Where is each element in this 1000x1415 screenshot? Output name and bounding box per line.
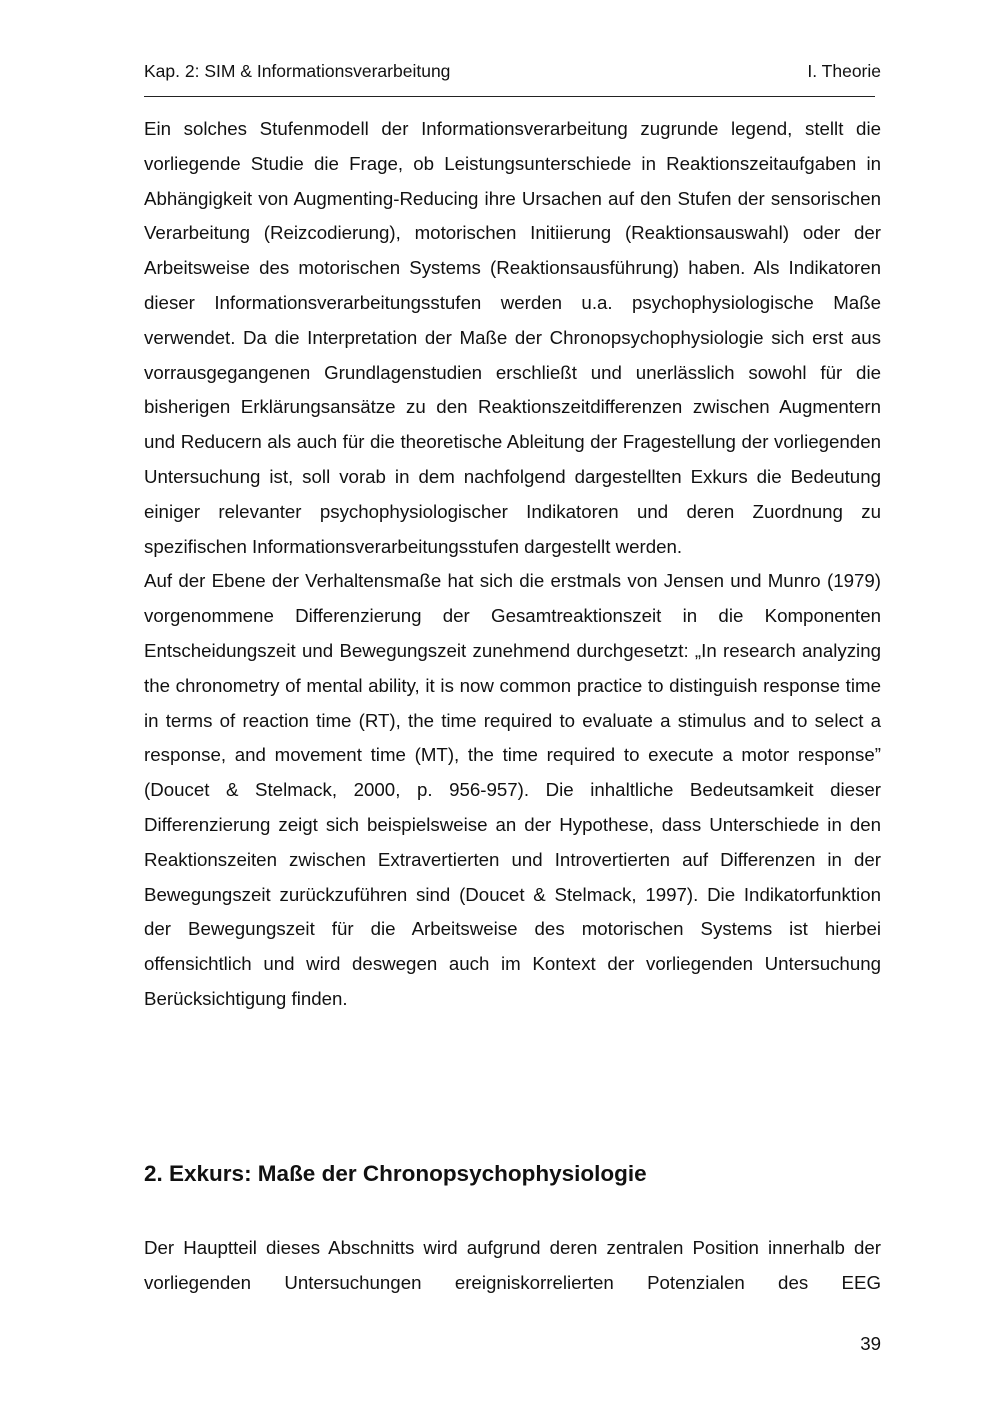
section-heading: 2. Exkurs: Maße der Chronopsychophysiologie	[144, 1161, 647, 1186]
body-text	[144, 112, 881, 1017]
section-paragraph: Der Hauptteil dieses Abschnitts wird aufgrund deren zentralen Position innerhalb der vorliegenden Untersuchungen ereigniskorrelierten Potenzialen des EEG	[144, 1237, 881, 1293]
page-number: 39	[860, 1333, 881, 1354]
header-part-title: I. Theorie	[807, 61, 881, 81]
header-divider	[144, 96, 875, 97]
paragraph: Ein solches Stufenmodell der Informationsverarbeitung zugrunde legend, stellt die vorliegende Studie die Frage, ob Leistungsunterschiede in Reaktionszeitaufgaben in Abhängigkeit von Augmenting-Reducing ihre Ursachen auf den Stufen der sensorischen Verarbeitung (Reizcodierung), motorischen Initiierung (Reaktionsauswahl) oder der Arbeitsweise des motorischen Systems (Reaktionsausführung) haben. Als Indikatoren dieser Informationsverarbeitungsstufen werden u.a. psychophysiologische Maße verwendet. Da die Interpretation der Maße der Chronopsychophysiologie sich erst aus vorrausgegangenen Grundlagenstudien erschließt und unerlässlich sowohl für die bisherigen Erklärungsansätze zu den Reaktionszeitdifferenzen zwischen Augmentern und Reducern als auch für die theoretische Ableitung der Fragestellung der vorliegenden Untersuchung ist, soll vorab in dem nachfolgend dargestellten Exkurs die Bedeutung einiger relevanter psychophysiologischer Indikatoren und deren Zuordnung zu spezifischen Informationsverarbeitungsstufen dargestellt werden.	[144, 118, 881, 557]
running-header	[144, 58, 881, 84]
paragraph: Auf der Ebene der Verhaltensmaße hat sich die erstmals von Jensen und Munro (1979) vorgenommene Differenzierung der Gesamtreaktionszeit in die Komponenten Entscheidungszeit und Bewegungszeit zunehmend durchgesetzt: „In research analyzing the chronometry of mental ability, it is now common practice to distinguish response time in terms of reaction time (RT), the time required to evaluate a stimulus and to select a response, and movement time (MT), the time required to execute a motor response” (Doucet & Stelmack, 2000, p. 956-957). Die inhaltliche Bedeutsamkeit dieser Differenzierung zeigt sich beispielsweise an der Hypothese, dass Unterschiede in den Reaktionszeiten zwischen Extravertierten und Introvertierten auf Differenzen in der Bewegungszeit zurückzuführen sind (Doucet & Stelmack, 1997). Die Indikatorfunktion der Bewegungszeit für die Arbeitsweise des motorischen Systems ist hierbei offensichtlich und wird deswegen auch im Kontext der vorliegenden Untersuchung Berücksichtigung finden.	[144, 570, 881, 1009]
header-chapter-title: Kap. 2: SIM & Informationsverarbeitung	[144, 61, 451, 81]
